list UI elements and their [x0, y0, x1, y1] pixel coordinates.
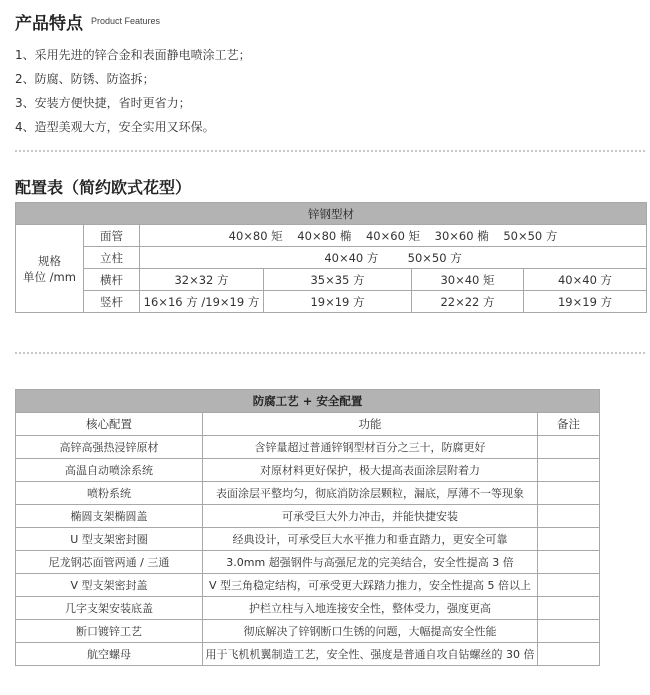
spec-table-header: 锌钢型材 — [16, 203, 647, 225]
note-cell — [538, 459, 600, 482]
column-header-function: 功能 — [203, 413, 538, 436]
function-cell: 经典设计，可承受巨大水平推力和垂直踏力，更安全可靠 — [203, 528, 538, 551]
note-cell — [538, 551, 600, 574]
table-row — [16, 505, 600, 528]
note-cell — [538, 643, 600, 666]
spec-row-label: 立柱 — [84, 247, 140, 269]
config-cell: U 型支架密封圈 — [16, 528, 203, 551]
config-cell: 高温自动喷涂系统 — [16, 459, 203, 482]
features-title: 产品特点 — [15, 14, 83, 34]
spec-cell: 19×19 方 — [524, 291, 647, 313]
table-row — [16, 551, 600, 574]
table-row — [16, 597, 600, 620]
process-table-body — [16, 436, 600, 666]
features-title-en: Product Features — [91, 16, 161, 26]
note-cell — [538, 482, 600, 505]
spec-cell: 16×16 方 /19×19 方 — [140, 291, 264, 313]
spec-cell: 19×19 方 — [264, 291, 412, 313]
spec-cell: 40×40 方 — [524, 269, 647, 291]
spec-row-value: 40×40 方 50×50 方 — [140, 247, 647, 269]
spec-table — [15, 202, 647, 313]
spec-unit-cell — [16, 225, 84, 313]
function-cell: V 型三角稳定结构，可承受更大踩踏力推力，安全性提高 5 倍以上 — [203, 574, 538, 597]
function-cell: 对原材料更好保护，极大提高表面涂层附着力 — [203, 459, 538, 482]
spec-row-value: 40×80 矩 40×80 椭 40×60 矩 30×60 椭 50×50 方 — [140, 225, 647, 247]
spec-row-label: 竖杆 — [84, 291, 140, 313]
spec-cell: 30×40 矩 — [412, 269, 524, 291]
spec-table-title: 配置表（简约欧式花型） — [15, 178, 192, 197]
function-cell: 彻底解决了锌钢断口生锈的问题，大幅提高安全性能 — [203, 620, 538, 643]
spec-row-label: 横杆 — [84, 269, 140, 291]
table-row — [16, 459, 600, 482]
config-cell: 喷粉系统 — [16, 482, 203, 505]
divider-1 — [15, 150, 645, 152]
function-cell: 表面涂层平整均匀，彻底消防涂层颗粒，漏底，厚薄不一等现象 — [203, 482, 538, 505]
config-cell: V 型支架密封盖 — [16, 574, 203, 597]
function-cell: 3.0mm 超强钢件与高强尼龙的完美结合，安全性提高 3 倍 — [203, 551, 538, 574]
function-cell: 用于飞机机翼制造工艺，安全性、强度是普通自攻自钻螺丝的 30 倍 — [203, 643, 538, 666]
process-table-header: 防腐工艺 + 安全配置 — [16, 390, 600, 413]
spec-row-label: 面管 — [84, 225, 140, 247]
config-cell: 几字支架安装底盖 — [16, 597, 203, 620]
config-cell: 高锌高强热浸锌原材 — [16, 436, 203, 459]
note-cell — [538, 620, 600, 643]
table-row — [16, 643, 600, 666]
function-cell: 护栏立柱与入地连接安全性，整体受力，强度更高 — [203, 597, 538, 620]
feature-item-2: 2、防腐、防锈、防盗拆； — [15, 72, 155, 86]
feature-item-3: 3、安装方便快捷，省时更省力； — [15, 96, 191, 110]
function-cell: 含锌量超过普通锌钢型材百分之三十，防腐更好 — [203, 436, 538, 459]
table-row — [16, 482, 600, 505]
table-row — [16, 528, 600, 551]
config-cell: 断口镀锌工艺 — [16, 620, 203, 643]
table-row — [16, 620, 600, 643]
note-cell — [538, 505, 600, 528]
process-table — [15, 389, 600, 666]
function-cell: 可承受巨大外力冲击，并能快捷安装 — [203, 505, 538, 528]
note-cell — [538, 436, 600, 459]
config-cell: 尼龙钢芯面管两通 / 三通 — [16, 551, 203, 574]
spec-unit-label-1: 规格 — [38, 253, 61, 268]
column-header-note: 备注 — [538, 413, 600, 436]
spec-cell: 35×35 方 — [264, 269, 412, 291]
feature-item-4: 4、造型美观大方，安全实用又环保。 — [15, 120, 215, 134]
spec-cell: 32×32 方 — [140, 269, 264, 291]
table-row — [16, 574, 600, 597]
note-cell — [538, 597, 600, 620]
table-row — [16, 436, 600, 459]
spec-unit-label-2: 单位 /mm — [23, 269, 76, 284]
column-header-config: 核心配置 — [16, 413, 203, 436]
config-cell: 椭圆支架椭圆盖 — [16, 505, 203, 528]
feature-item-1: 1、采用先进的锌合金和表面静电喷涂工艺； — [15, 48, 251, 62]
config-cell: 航空螺母 — [16, 643, 203, 666]
note-cell — [538, 528, 600, 551]
note-cell — [538, 574, 600, 597]
divider-2 — [15, 352, 645, 354]
spec-cell: 22×22 方 — [412, 291, 524, 313]
